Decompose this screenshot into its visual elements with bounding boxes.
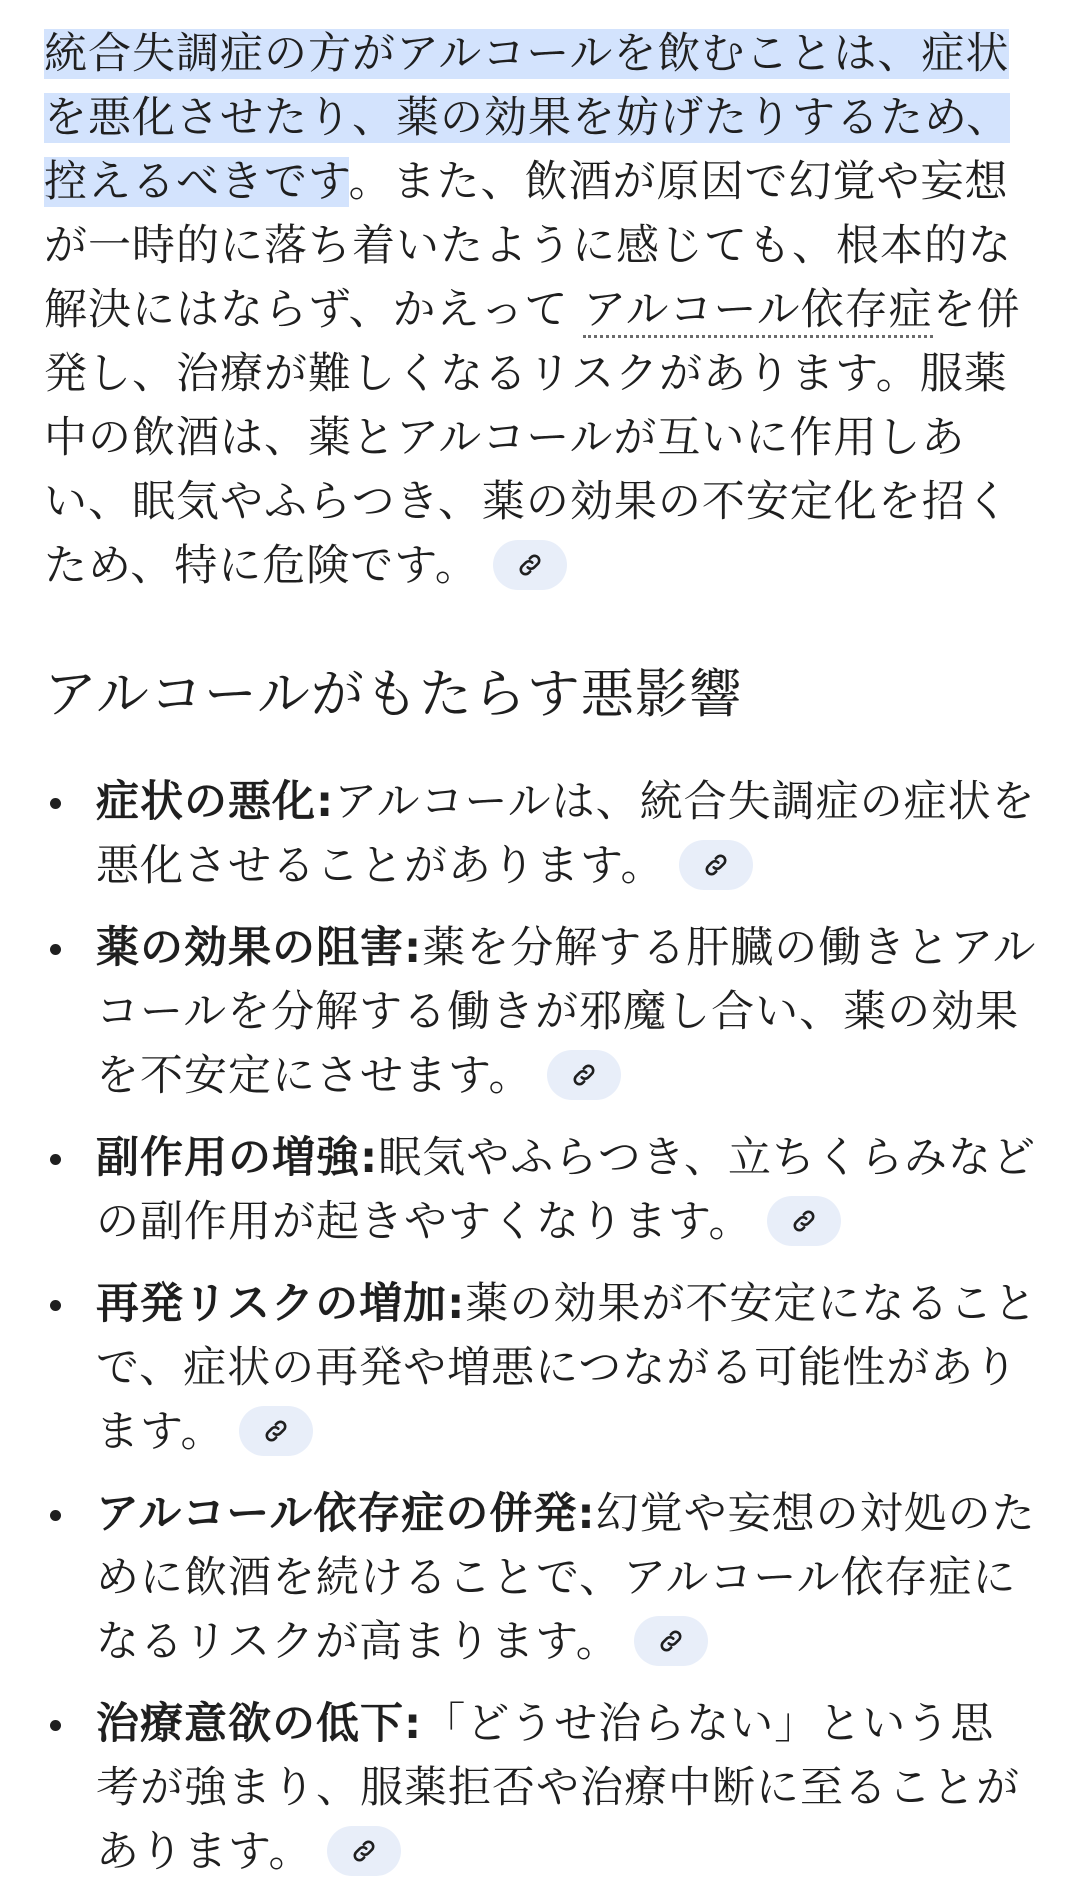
list-item: 薬の効果の阻害:薬を分解する肝臓の働きとアルコールを分解する働きが邪魔し合い、薬の効果を不安定にさせます。 bbox=[44, 916, 1038, 1108]
item-title: 再発リスクの増加 bbox=[96, 1279, 448, 1329]
item-body: 薬の効果が不安定になることで、症状の再発や増悪につながる可能性があります。 bbox=[96, 1279, 1038, 1457]
item-title: 副作用の増強 bbox=[96, 1133, 360, 1183]
item-body: 「どうせ治らない」という思考が強まり、服薬拒否や治療中断に至ることがあります。 bbox=[96, 1699, 1020, 1877]
bullet bbox=[50, 1154, 61, 1165]
item-title: アルコール依存症の併発 bbox=[96, 1489, 578, 1539]
link-icon bbox=[790, 1207, 818, 1235]
list-item: 副作用の増強:眠気やふらつき、立ちくらみなどの副作用が起きやすくなります。 bbox=[44, 1126, 1038, 1254]
item-body: 幻覚や妄想の対処のために飲酒を続けることで、アルコール依存症になるリスクが高まります。 bbox=[96, 1489, 1036, 1667]
bullet bbox=[50, 944, 61, 955]
link-icon bbox=[570, 1061, 598, 1089]
source-link-chip[interactable] bbox=[767, 1196, 841, 1246]
list-item: アルコール依存症の併発:幻覚や妄想の対処のために飲酒を続けることで、アルコール依存症になるリスクが高まります。 bbox=[44, 1482, 1038, 1674]
bullet bbox=[50, 1720, 61, 1731]
link-icon bbox=[516, 551, 544, 579]
item-body: 薬を分解する肝臓の働きとアルコールを分解する働きが邪魔し合い、薬の効果を不安定にさせます。 bbox=[96, 923, 1037, 1101]
source-link-chip[interactable] bbox=[327, 1826, 401, 1876]
link-icon bbox=[702, 851, 730, 879]
intro-text-part-a: 。また、飲酒が原因で幻覚や妄想が一時的に落ち着いたように感じても、根本的な解決にはならず、かえって bbox=[44, 157, 1012, 335]
bullet bbox=[50, 798, 61, 809]
source-link-chip[interactable] bbox=[679, 840, 753, 890]
bullet bbox=[50, 1510, 61, 1521]
highlighted-sentence: 統合失調症の方がアルコールを飲むことは、症状を悪化させたり、薬の効果を妨げたりするため、控えるべきです bbox=[44, 29, 1011, 207]
bullet bbox=[50, 1300, 61, 1311]
source-link-chip[interactable] bbox=[634, 1616, 708, 1666]
intro-text-part-b: を併発し、治療が難しくなるリスクがあります。服薬中の飲酒は、薬とアルコールが互いに作用しあい、眠気やふらつき、薬の効果の不安定化を招くため、特に危険です。 bbox=[44, 285, 1021, 591]
intro-paragraph bbox=[44, 22, 1038, 598]
source-link-chip[interactable] bbox=[239, 1406, 313, 1456]
section-heading: アルコールがもたらす悪影響 bbox=[44, 664, 743, 725]
link-icon bbox=[350, 1837, 378, 1865]
effects-list bbox=[44, 770, 1038, 1884]
term-link-alcohol-dependence[interactable]: アルコール依存症 bbox=[583, 285, 932, 338]
link-icon bbox=[657, 1627, 685, 1655]
item-title: 薬の効果の阻害 bbox=[96, 923, 404, 973]
link-icon bbox=[262, 1417, 290, 1445]
list-item: 症状の悪化:アルコールは、統合失調症の症状を悪化させることがあります。 bbox=[44, 770, 1038, 898]
list-item: 再発リスクの増加:薬の効果が不安定になることで、症状の再発や増悪につながる可能性があります。 bbox=[44, 1272, 1038, 1464]
source-link-chip[interactable] bbox=[547, 1050, 621, 1100]
item-body: アルコールは、統合失調症の症状を悪化させることがあります。 bbox=[96, 777, 1036, 891]
list-item: 治療意欲の低下:「どうせ治らない」という思考が強まり、服薬拒否や治療中断に至ることがあります。 bbox=[44, 1692, 1038, 1884]
item-title: 症状の悪化 bbox=[96, 777, 316, 827]
item-title: 治療意欲の低下 bbox=[96, 1699, 404, 1749]
item-body: 眠気やふらつき、立ちくらみなどの副作用が起きやすくなります。 bbox=[96, 1133, 1037, 1247]
source-link-chip[interactable] bbox=[493, 540, 567, 590]
